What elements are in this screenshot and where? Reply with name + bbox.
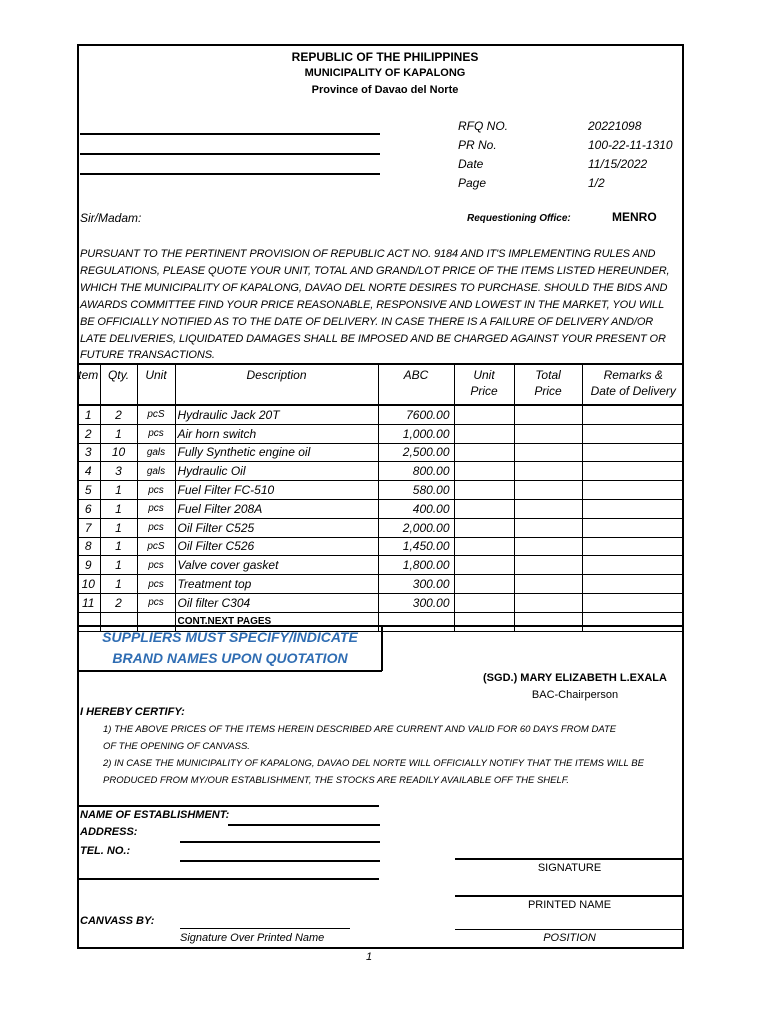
unit-price-cell[interactable] [454,405,514,424]
blank-line-3 [80,173,380,175]
paragraph-line: LATE DELIVERIES, LIQUIDATED DAMAGES SHALL BE IMPOSED AND BE CHARGED AGAINST YOUR PRESENT OR [80,332,666,345]
item-unit: pcs [137,499,175,518]
col-description-header: Description [175,364,378,405]
printed-name-label: PRINTED NAME [527,899,612,911]
item-unit: pcs [137,593,175,612]
page-number: 1 [366,951,373,963]
item-description: Hydraulic Oil [175,462,378,481]
notice-line-1: SUPPLIERS MUST SPECIFY/INDICATE [102,629,358,645]
rfq-value: 20221098 [588,119,642,133]
table-row [77,481,684,500]
remarks-cell[interactable] [582,575,684,594]
address-line[interactable] [180,841,380,843]
salutation: Sir/Madam: [80,211,142,225]
item-abc: 580.00 [378,481,454,500]
item-description: Fuel Filter 208A [175,499,378,518]
table-row [77,424,684,443]
item-description: Air horn switch [175,424,378,443]
col-unit-header: Unit [137,364,175,405]
item-qty: 2 [100,405,137,424]
canvass-signature-label: Signature Over Printed Name [180,932,325,944]
unit-price-cell[interactable] [454,424,514,443]
address-label: ADDRESS: [80,826,138,838]
tel-label: TEL. NO.: [80,845,131,857]
paragraph-line: PURSUANT TO THE PERTINENT PROVISION OF REPUBLIC ACT NO. 9184 AND IT'S IMPLEMENTING RULES AND [80,248,656,260]
col-unit-price-header: Unit Price [454,364,514,405]
total-price-cell[interactable] [514,518,582,537]
remarks-cell[interactable] [582,499,684,518]
col-total-price-header: Total Price [514,364,582,405]
item-description: Oil Filter C525 [175,518,378,537]
office-label: Requestioning Office: [467,213,571,224]
item-qty: 1 [100,481,137,500]
item-number: 11 [77,593,100,612]
paragraph-line: FUTURE TRANSACTIONS. [80,349,215,362]
signature-rule [455,858,684,860]
item-qty: 10 [100,443,137,462]
total-price-cell[interactable] [514,481,582,500]
item-abc: 800.00 [378,462,454,481]
total-price-cell[interactable] [514,593,582,612]
table-row [77,462,684,481]
item-abc: 1,800.00 [378,556,454,575]
header-province: Province of Davao del Norte [311,84,459,96]
item-unit: pcS [137,405,175,424]
item-unit: pcs [137,424,175,443]
unit-price-cell[interactable] [454,575,514,594]
total-price-cell[interactable] [514,499,582,518]
item-abc: 1,450.00 [378,537,454,556]
item-description: Fully Synthetic engine oil [175,443,378,462]
item-unit: pcs [137,556,175,575]
col-abc-header: ABC [378,364,454,405]
certify-line: PRODUCED FROM MY/OUR ESTABLISHMENT, THE STOCKS ARE READILY AVAILABLE OFF THE SHELF. [103,775,569,786]
continuation-note: CONT.NEXT PAGES [175,612,378,631]
notice-rule [77,670,382,672]
paragraph-line: REGULATIONS, PLEASE QUOTE YOUR UNIT, TOTAL AND GRAND/LOT PRICE OF THE ITEMS LISTED HEREUNDER, [80,264,670,277]
unit-price-cell[interactable] [454,556,514,575]
unit-price-cell[interactable] [454,462,514,481]
total-price-cell[interactable] [514,462,582,481]
tel-line[interactable] [180,860,380,862]
item-number: 8 [77,537,100,556]
item-number: 1 [77,405,100,424]
certify-heading: I HEREBY CERTIFY: [80,706,185,718]
item-description: Oil filter C304 [175,593,378,612]
pr-value: 100-22-11-1310 [588,138,673,152]
col-item-header: tem [77,364,100,405]
total-price-cell[interactable] [514,556,582,575]
blank-line-2 [80,153,380,155]
pr-label: PR No. [458,138,497,152]
item-number: 5 [77,481,100,500]
remarks-cell[interactable] [582,518,684,537]
item-qty: 1 [100,518,137,537]
header-republic: REPUBLIC OF THE PHILIPPINES [291,50,479,64]
item-number: 3 [77,443,100,462]
remarks-cell[interactable] [582,424,684,443]
item-unit: pcS [137,537,175,556]
item-abc: 400.00 [378,499,454,518]
table-row [77,537,684,556]
remarks-cell[interactable] [582,443,684,462]
table-row [77,556,684,575]
signature-label: SIGNATURE [537,862,602,874]
item-unit: pcs [137,575,175,594]
page-value: 1/2 [588,176,605,190]
item-number: 10 [77,575,100,594]
certify-line: 2) IN CASE THE MUNICIPALITY OF KAPALONG, DAVAO DEL NORTE WILL OFFICIALLY NOTIFY THAT THE ITEMS WILL BE [103,758,644,769]
table-row [77,518,684,537]
item-unit: gals [137,462,175,481]
total-price-cell[interactable] [514,575,582,594]
col-remarks-header: Remarks & Date of Delivery [582,364,684,405]
instructions-paragraph [80,246,680,364]
item-qty: 1 [100,537,137,556]
item-abc: 7600.00 [378,405,454,424]
position-rule [455,929,684,930]
remarks-cell[interactable] [582,593,684,612]
position-label: POSITION [543,932,596,944]
item-number: 2 [77,424,100,443]
item-qty: 3 [100,462,137,481]
remarks-cell[interactable] [582,481,684,500]
item-qty: 2 [100,593,137,612]
remarks-cell[interactable] [582,405,684,424]
table-row [77,443,684,462]
item-qty: 1 [100,556,137,575]
table-row [77,593,684,612]
signatory-title: BAC-Chairperson [531,689,619,701]
unit-price-cell[interactable] [454,443,514,462]
table-row [77,499,684,518]
item-qty: 1 [100,499,137,518]
blank-line-1 [80,133,380,135]
item-abc: 1,000.00 [378,424,454,443]
table-row [77,405,684,424]
unit-price-cell[interactable] [454,518,514,537]
header-municipality: MUNICIPALITY OF KAPALONG [304,67,466,79]
certify-line: OF THE OPENING OF CANVASS. [103,741,250,752]
notice-line-2: BRAND NAMES UPON QUOTATION [112,650,348,666]
table-row [77,575,684,594]
item-qty: 1 [100,424,137,443]
item-unit: pcs [137,518,175,537]
item-unit: gals [137,443,175,462]
item-description: Hydraulic Jack 20T [175,405,378,424]
item-abc: 300.00 [378,593,454,612]
notice-divider [381,625,383,671]
signatory-name: (SGD.) MARY ELIZABETH L.EXALA [483,672,667,684]
total-price-cell[interactable] [514,424,582,443]
total-price-cell[interactable] [514,537,582,556]
item-description: Fuel Filter FC-510 [175,481,378,500]
paragraph-line: BE OFFICIALLY NOTIFIED AS TO THE DATE OF DELIVERY. IN CASE THERE IS A FAILURE OF DELIVERY AND/OR [80,315,654,328]
unit-price-cell[interactable] [454,481,514,500]
paragraph-line: WHICH THE MUNICIPALITY OF KAPALONG, DAVAO DEL NORTE DESIRES TO PURCHASE. SHOULD THE BIDS AND [80,281,668,294]
item-number: 7 [77,518,100,537]
printed-name-rule [455,895,684,897]
item-description: Treatment top [175,575,378,594]
establishment-bottom-rule [77,878,379,880]
item-unit: pcs [137,481,175,500]
item-abc: 2,500.00 [378,443,454,462]
establishment-top-rule [77,805,379,807]
item-number: 6 [77,499,100,518]
date-value: 11/15/2022 [588,157,648,171]
item-number: 4 [77,462,100,481]
item-description: Oil Filter C526 [175,537,378,556]
canvass-label: CANVASS BY: [80,915,155,927]
total-price-cell[interactable] [514,405,582,424]
unit-price-cell[interactable] [454,537,514,556]
item-qty: 1 [100,575,137,594]
office-value: MENRO [612,210,657,224]
remarks-cell[interactable] [582,556,684,575]
unit-price-cell[interactable] [454,499,514,518]
remarks-cell[interactable] [582,537,684,556]
establishment-line[interactable] [228,824,380,826]
paragraph-line: AWARDS COMMITTEE FIND YOUR PRICE REASONABLE, RESPONSIVE AND LOWEST IN THE MARKET, YOU WILL [80,298,665,311]
item-abc: 300.00 [378,575,454,594]
canvass-signature-line[interactable] [180,928,350,929]
unit-price-cell[interactable] [454,593,514,612]
rfq-label: RFQ NO. [458,119,508,133]
items-table [77,363,684,632]
item-description: Valve cover gasket [175,556,378,575]
page-label: Page [458,176,487,190]
remarks-cell[interactable] [582,462,684,481]
item-number: 9 [77,556,100,575]
establishment-label: NAME OF ESTABLISHMENT: [80,809,230,821]
certify-line: 1) THE ABOVE PRICES OF THE ITEMS HEREIN DESCRIBED ARE CURRENT AND VALID FOR 60 DAYS FROM DATE [103,724,617,735]
total-price-cell[interactable] [514,443,582,462]
col-qty-header: Qty. [100,364,137,405]
date-label: Date [458,157,484,171]
item-abc: 2,000.00 [378,518,454,537]
